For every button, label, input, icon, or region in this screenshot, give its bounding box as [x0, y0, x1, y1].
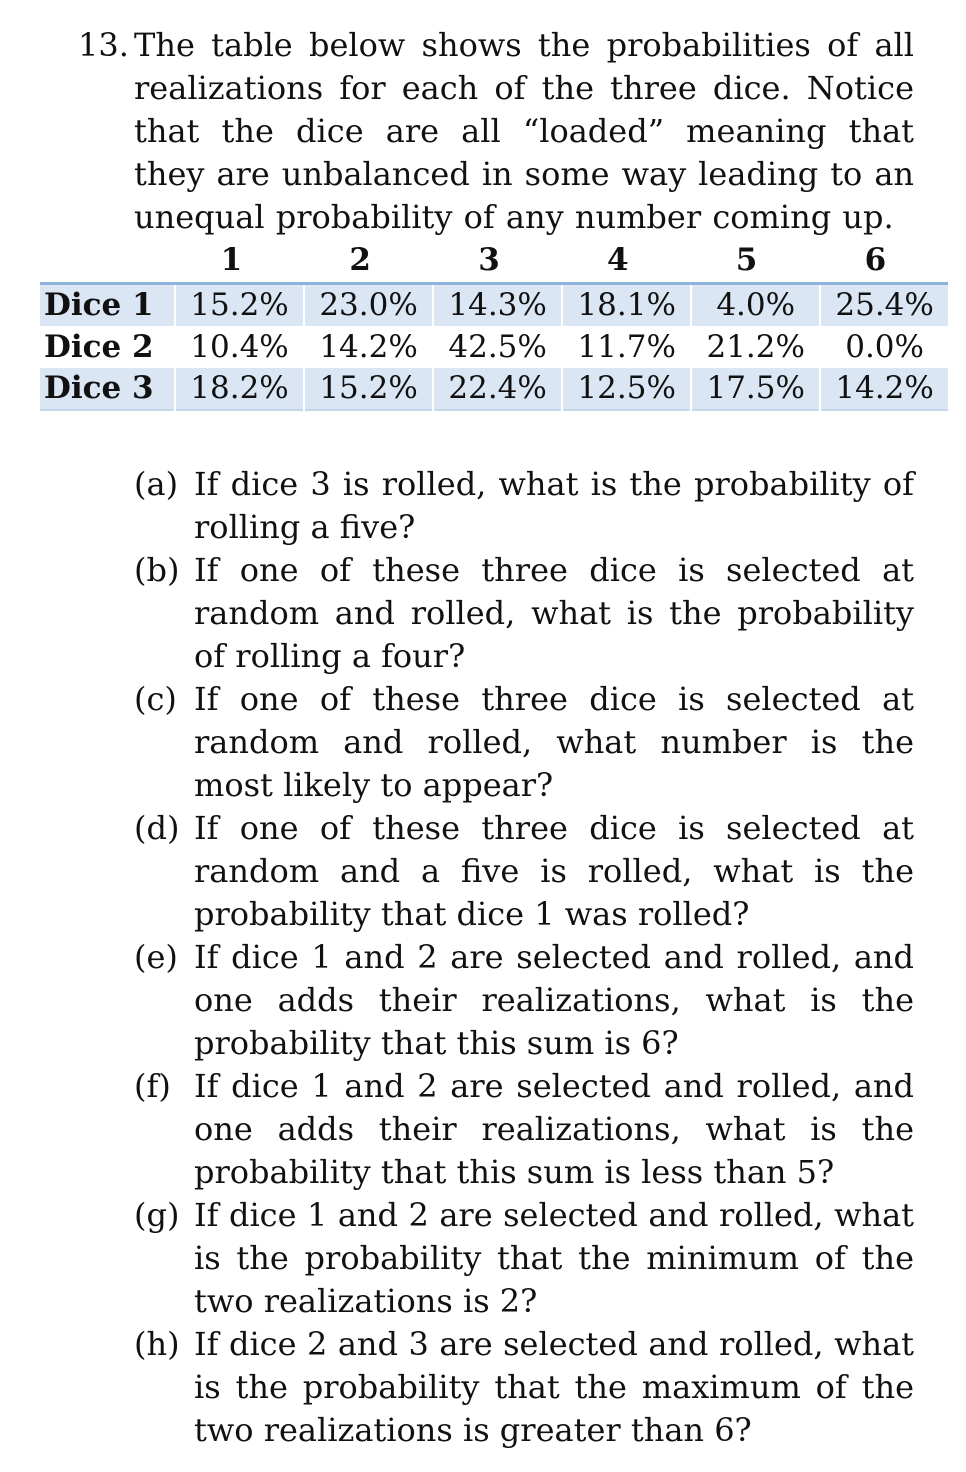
subquestion-label: (d) [134, 809, 180, 847]
problem-text: The table below shows the probabilities of all realizations for each of the three dice. Notice that the dice are all “loaded” meaning that they are unbalanced in some way leading to an unequal probability of any number coming up. [134, 26, 914, 236]
subquestion-label: (f) [134, 1067, 171, 1105]
table-cell: 21.2% [691, 326, 820, 368]
column-header-2: 2 [349, 242, 371, 278]
subquestion-label: (e) [134, 938, 178, 976]
table-cell: 11.7% [562, 326, 691, 368]
subquestion-text: If dice 2 and 3 are selected and rolled, what is the probability that the maximum of the two realizations is greater than 6? [194, 1325, 914, 1449]
problem-number: 13. [78, 26, 129, 64]
subquestion-text: If dice 3 is rolled, what is the probability of rolling a five? [194, 465, 914, 546]
column-header-5: 5 [735, 242, 758, 278]
table-cell: 18.1% [562, 284, 691, 326]
row-label: Dice 1 [40, 284, 175, 326]
table-cell: 15.2% [304, 368, 433, 410]
row-label: Dice 3 [40, 368, 175, 410]
table-column-headers [40, 238, 948, 282]
table-cell: 14.3% [433, 284, 562, 326]
subquestion-label: (g) [134, 1196, 180, 1234]
problem-statement [78, 24, 914, 239]
table-row-dice-2 [40, 326, 948, 368]
table-cell: 14.2% [820, 368, 948, 410]
subquestion-c [134, 678, 914, 807]
table-cell: 23.0% [304, 284, 433, 326]
subquestion-a [134, 463, 914, 549]
dice-probability-table [40, 282, 948, 411]
table-corner [40, 238, 175, 282]
table-cell: 17.5% [691, 368, 820, 410]
table-cell: 15.2% [175, 284, 304, 326]
subquestion-b [134, 549, 914, 678]
table-cell: 14.2% [304, 326, 433, 368]
subquestion-text: If dice 1 and 2 are selected and rolled, and one adds their realizations, what is the probability that this sum is less than 5? [194, 1067, 914, 1191]
column-header-6: 6 [864, 242, 887, 278]
subquestion-e [134, 936, 914, 1065]
subquestion-f [134, 1065, 914, 1194]
column-header-1: 1 [220, 242, 243, 278]
subquestion-label: (b) [134, 551, 180, 589]
row-label: Dice 2 [44, 328, 154, 365]
table-row-dice-3 [40, 368, 948, 410]
subquestion-h [134, 1323, 914, 1452]
column-header-4: 4 [607, 242, 629, 278]
subquestion-label: (h) [134, 1325, 180, 1363]
table-cell: 25.4% [820, 284, 948, 326]
table-cell: 4.0% [691, 284, 820, 326]
subquestion-text: If one of these three dice is selected at random and rolled, what is the probability of rolling a four? [194, 551, 914, 675]
subquestion-list [134, 463, 914, 1452]
table-row-dice-1 [40, 284, 948, 326]
subquestion-text: If dice 1 and 2 are selected and rolled, what is the probability that the minimum of the two realizations is 2? [194, 1196, 914, 1320]
table-cell: 10.4% [175, 326, 304, 368]
table-cell: 0.0% [820, 326, 948, 368]
subquestion-text: If one of these three dice is selected at random and rolled, what number is the most likely to appear? [194, 680, 914, 804]
column-header-3: 3 [478, 242, 500, 278]
subquestion-text: If dice 1 and 2 are selected and rolled, and one adds their realizations, what is the probability that this sum is 6? [194, 938, 914, 1062]
subquestion-label: (c) [134, 680, 177, 718]
subquestion-g [134, 1194, 914, 1323]
subquestion-d [134, 807, 914, 936]
table-cell: 18.2% [175, 368, 304, 410]
subquestion-text: If one of these three dice is selected at random and a five is rolled, what is the probability that dice 1 was rolled? [194, 809, 914, 933]
table-cell: 12.5% [562, 368, 691, 410]
subquestion-label: (a) [134, 465, 179, 503]
table-cell: 22.4% [433, 368, 562, 410]
table-cell: 42.5% [433, 326, 562, 368]
